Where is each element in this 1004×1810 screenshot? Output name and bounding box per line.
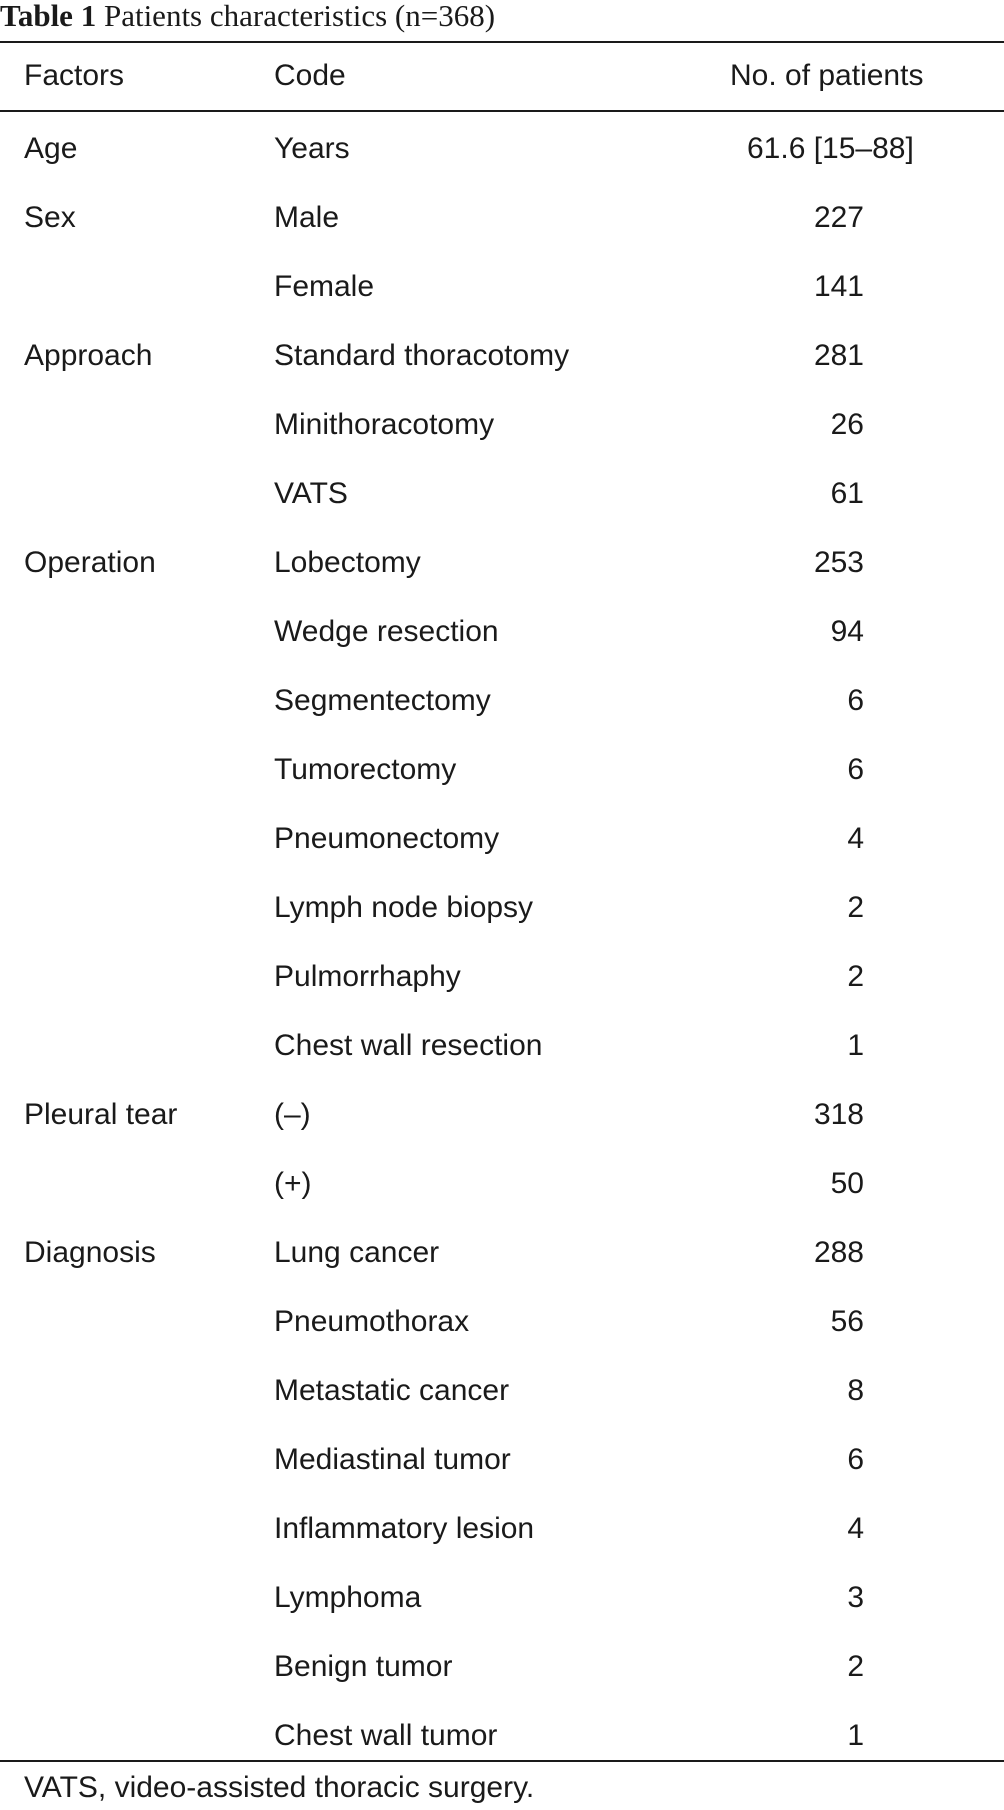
cell-patients: 50 — [830, 1167, 864, 1200]
cell-patients: 6 — [847, 1443, 864, 1476]
table-caption — [0, 0, 495, 40]
cell-factor: Approach — [24, 339, 153, 372]
table-row — [0, 390, 1004, 459]
table-caption-text: Patients characteristics (n=368) — [103, 0, 496, 33]
cell-code: Segmentectomy — [274, 684, 491, 717]
table-row — [0, 1425, 1004, 1494]
cell-code: Lobectomy — [274, 546, 421, 579]
cell-patients: 94 — [830, 615, 864, 648]
cell-code: Chest wall tumor — [274, 1719, 498, 1752]
cell-code: (+) — [274, 1167, 312, 1200]
header-patients: No. of patients — [730, 59, 924, 92]
table-row — [0, 804, 1004, 873]
cell-code: Lung cancer — [274, 1236, 440, 1269]
table-bottom-rule — [0, 1760, 1004, 1762]
table-row — [0, 1632, 1004, 1701]
table-row — [0, 1287, 1004, 1356]
cell-patients: 6 — [847, 684, 864, 717]
cell-patients: 26 — [830, 408, 864, 441]
table-row — [0, 1356, 1004, 1425]
table-header-row — [0, 41, 1004, 110]
table-footnote: VATS, video-assisted thoracic surgery. — [24, 1771, 535, 1804]
cell-patients: 1 — [847, 1719, 864, 1752]
cell-patients: 56 — [830, 1305, 864, 1338]
cell-factor: Sex — [24, 201, 76, 234]
table-row — [0, 873, 1004, 942]
cell-patients: 227 — [813, 201, 864, 234]
table-row — [0, 597, 1004, 666]
table-row — [0, 1218, 1004, 1287]
table-caption-label: Table 1 — [0, 0, 97, 33]
table-row — [0, 321, 1004, 390]
table-row — [0, 1011, 1004, 1080]
table-row — [0, 459, 1004, 528]
cell-patients: 8 — [847, 1374, 864, 1407]
table-row — [0, 735, 1004, 804]
cell-patients: 2 — [847, 960, 864, 993]
cell-code: Years — [274, 132, 350, 165]
cell-code: Male — [274, 201, 340, 234]
cell-code: (–) — [274, 1098, 311, 1131]
cell-factor: Age — [24, 132, 78, 165]
cell-patients: 4 — [847, 822, 864, 855]
cell-patients: 3 — [847, 1581, 864, 1614]
cell-code: Wedge resection — [274, 615, 499, 648]
cell-factor: Operation — [24, 546, 156, 579]
cell-code: Minithoracotomy — [274, 408, 495, 441]
table-header-rule — [0, 110, 1004, 112]
cell-patients: 141 — [813, 270, 864, 303]
cell-patients: 61 — [830, 477, 864, 510]
cell-patients: 2 — [847, 891, 864, 924]
header-code: Code — [274, 59, 346, 92]
cell-patients: 1 — [847, 1029, 864, 1062]
cell-code: Inflammatory lesion — [274, 1512, 535, 1545]
table-row — [0, 666, 1004, 735]
table-row — [0, 1494, 1004, 1563]
cell-code: Pulmorrhaphy — [274, 960, 461, 993]
cell-patients: 253 — [813, 546, 864, 579]
cell-code: Chest wall resection — [274, 1029, 543, 1062]
cell-code: Lymph node biopsy — [274, 891, 534, 924]
cell-code: Pneumothorax — [274, 1305, 470, 1338]
table-row — [0, 183, 1004, 252]
cell-code: Lymphoma — [274, 1581, 422, 1614]
table-body — [0, 114, 1004, 1770]
patients-table — [0, 41, 1004, 1752]
cell-patients: 318 — [813, 1098, 864, 1131]
cell-code: Pneumonectomy — [274, 822, 500, 855]
cell-patients: 6 — [847, 753, 864, 786]
cell-code: Metastatic cancer — [274, 1374, 510, 1407]
table-row — [0, 942, 1004, 1011]
cell-code: VATS — [274, 477, 348, 510]
table-row — [0, 1563, 1004, 1632]
header-factors: Factors — [24, 59, 125, 92]
table-row — [0, 528, 1004, 597]
table-row — [0, 252, 1004, 321]
cell-factor: Diagnosis — [24, 1236, 156, 1269]
table-row — [0, 114, 1004, 183]
cell-patients: 4 — [847, 1512, 864, 1545]
cell-code: Female — [274, 270, 375, 303]
cell-patients: 281 — [813, 339, 864, 372]
cell-code: Standard thoracotomy — [274, 339, 570, 372]
cell-code: Tumorectomy — [274, 753, 457, 786]
cell-patients: 61.6 [15–88] — [747, 132, 914, 165]
cell-code: Mediastinal tumor — [274, 1443, 511, 1476]
table-row — [0, 1080, 1004, 1149]
cell-patients: 288 — [813, 1236, 864, 1269]
cell-code: Benign tumor — [274, 1650, 453, 1683]
table-row — [0, 1149, 1004, 1218]
cell-factor: Pleural tear — [24, 1098, 178, 1131]
cell-patients: 2 — [847, 1650, 864, 1683]
